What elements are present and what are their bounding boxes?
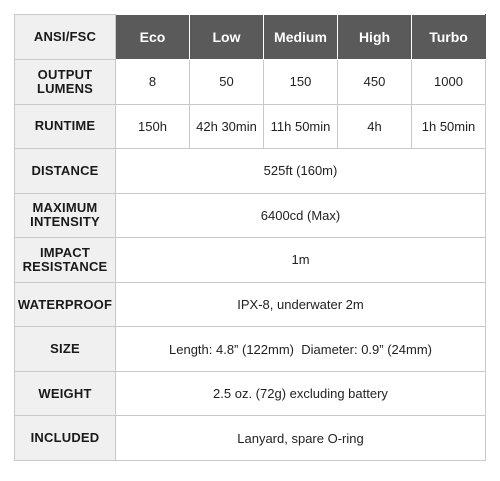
intensity-label: [15, 193, 116, 238]
intensity-label-line2: INTENSITY: [30, 214, 100, 230]
output-high: 450: [338, 60, 412, 105]
waterproof-row: [15, 282, 486, 327]
output-low: 50: [190, 60, 264, 105]
mode-eco: Eco: [116, 15, 190, 60]
included-label: INCLUDED: [15, 416, 116, 461]
mode-medium: Medium: [264, 15, 338, 60]
intensity-row: [15, 193, 486, 238]
distance-label: DISTANCE: [15, 149, 116, 194]
runtime-eco: 150h: [116, 104, 190, 149]
mode-low: Low: [190, 15, 264, 60]
output-label: [15, 60, 116, 105]
weight-value: 2.5 oz. (72g) excluding battery: [116, 371, 486, 416]
impact-label-line2: RESISTANCE: [22, 258, 108, 274]
runtime-low: 42h 30min: [190, 104, 264, 149]
distance-row: [15, 149, 486, 194]
corner-label: ANSI/FSC: [15, 15, 116, 60]
weight-row: [15, 371, 486, 416]
runtime-label: RUNTIME: [15, 104, 116, 149]
impact-label-line1: IMPACT: [39, 244, 91, 260]
impact-value: 1m: [116, 238, 486, 283]
intensity-label-line1: MAXIMUM: [32, 200, 98, 216]
waterproof-label: WATERPROOF: [15, 282, 116, 327]
mode-turbo: Turbo: [412, 15, 486, 60]
runtime-turbo: 1h 50min: [412, 104, 486, 149]
impact-row: [15, 238, 486, 283]
distance-value: 525ft (160m): [116, 149, 486, 194]
spec-table: [14, 14, 486, 461]
output-label-line1: OUTPUT: [37, 66, 93, 82]
output-label-line2: LUMENS: [36, 80, 94, 96]
included-value: Lanyard, spare O-ring: [116, 416, 486, 461]
size-value: Length: 4.8” (122mm) Diameter: 0.9” (24mm): [116, 327, 486, 372]
output-eco: 8: [116, 60, 190, 105]
output-row: [15, 60, 486, 105]
weight-label: WEIGHT: [15, 371, 116, 416]
runtime-medium: 11h 50min: [264, 104, 338, 149]
intensity-value: 6400cd (Max): [116, 193, 486, 238]
waterproof-value: IPX-8, underwater 2m: [116, 282, 486, 327]
runtime-row: [15, 104, 486, 149]
header-row: [15, 15, 486, 60]
runtime-high: 4h: [338, 104, 412, 149]
size-label: SIZE: [15, 327, 116, 372]
size-row: [15, 327, 486, 372]
output-turbo: 1000: [412, 60, 486, 105]
mode-high: High: [338, 15, 412, 60]
impact-label: [15, 238, 116, 283]
included-row: [15, 416, 486, 461]
output-medium: 150: [264, 60, 338, 105]
